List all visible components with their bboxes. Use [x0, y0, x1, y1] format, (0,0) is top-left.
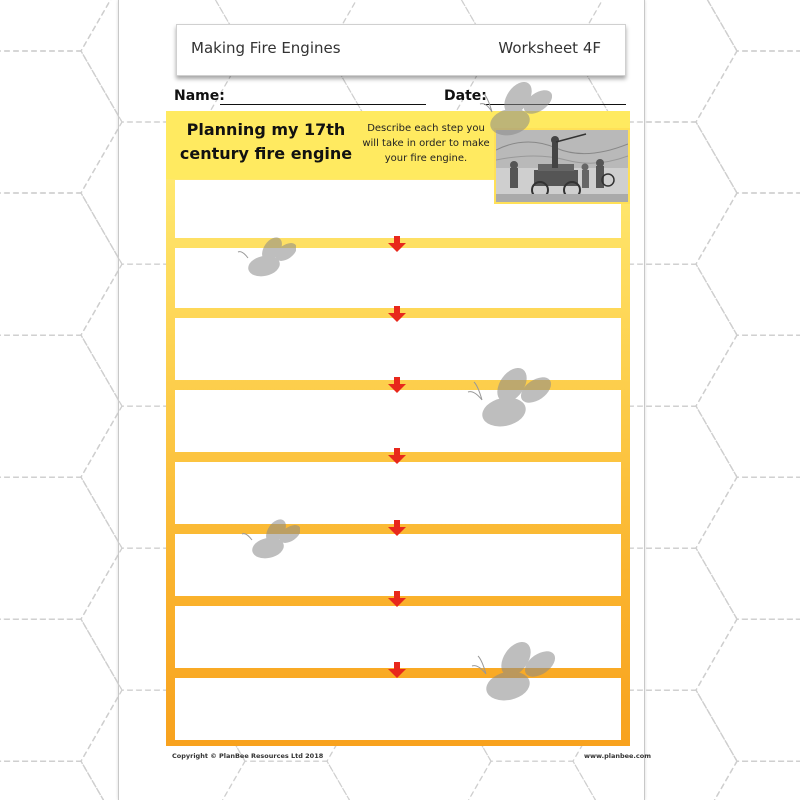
worksheet-header [176, 24, 626, 76]
hexagon-outline [0, 619, 122, 761]
step-box[interactable] [175, 318, 621, 380]
hexagon-outline [0, 51, 122, 193]
down-arrow-icon [388, 377, 406, 393]
website-link[interactable]: www.planbee.com [584, 752, 651, 760]
down-arrow-icon [388, 662, 406, 678]
hexagon-outline [696, 193, 800, 335]
hexagon-outline [0, 477, 122, 619]
task-title [174, 118, 358, 166]
hexagon-outline [0, 0, 122, 51]
hexagon-outline [696, 619, 800, 761]
hexagon-outline [0, 335, 122, 477]
name-date-row [168, 86, 628, 108]
step-box[interactable] [175, 390, 621, 452]
worksheet-title: Making Fire Engines [191, 39, 341, 57]
down-arrow-icon [388, 591, 406, 607]
hexagon-outline [696, 335, 800, 477]
down-arrow-icon [388, 236, 406, 252]
hexagon-outline [696, 761, 800, 800]
hexagon-outline [696, 51, 800, 193]
name-label: Name: [174, 88, 225, 104]
copyright-text: Copyright © PlanBee Resources Ltd 2018 [172, 752, 324, 760]
bee-watermark-icon [240, 518, 300, 562]
bee-watermark-icon [478, 82, 552, 144]
task-title-line2: century fire engine [179, 144, 353, 163]
down-arrow-icon [388, 306, 406, 322]
worksheet-number: Worksheet 4F [498, 39, 601, 57]
hexagon-outline [0, 193, 122, 335]
task-instructions: Describe each step you will take in order to make your fire engine. [362, 123, 490, 164]
hexagon-outline [696, 477, 800, 619]
step-box[interactable] [175, 462, 621, 524]
date-label: Date: [444, 88, 487, 104]
hexagon-outline [0, 761, 122, 800]
name-field[interactable] [220, 104, 426, 105]
bee-watermark-icon [470, 642, 558, 708]
bee-watermark-icon [466, 368, 554, 434]
bee-watermark-icon [236, 236, 296, 280]
down-arrow-icon [388, 520, 406, 536]
task-title-line1: Planning my 17th [186, 120, 346, 139]
down-arrow-icon [388, 448, 406, 464]
